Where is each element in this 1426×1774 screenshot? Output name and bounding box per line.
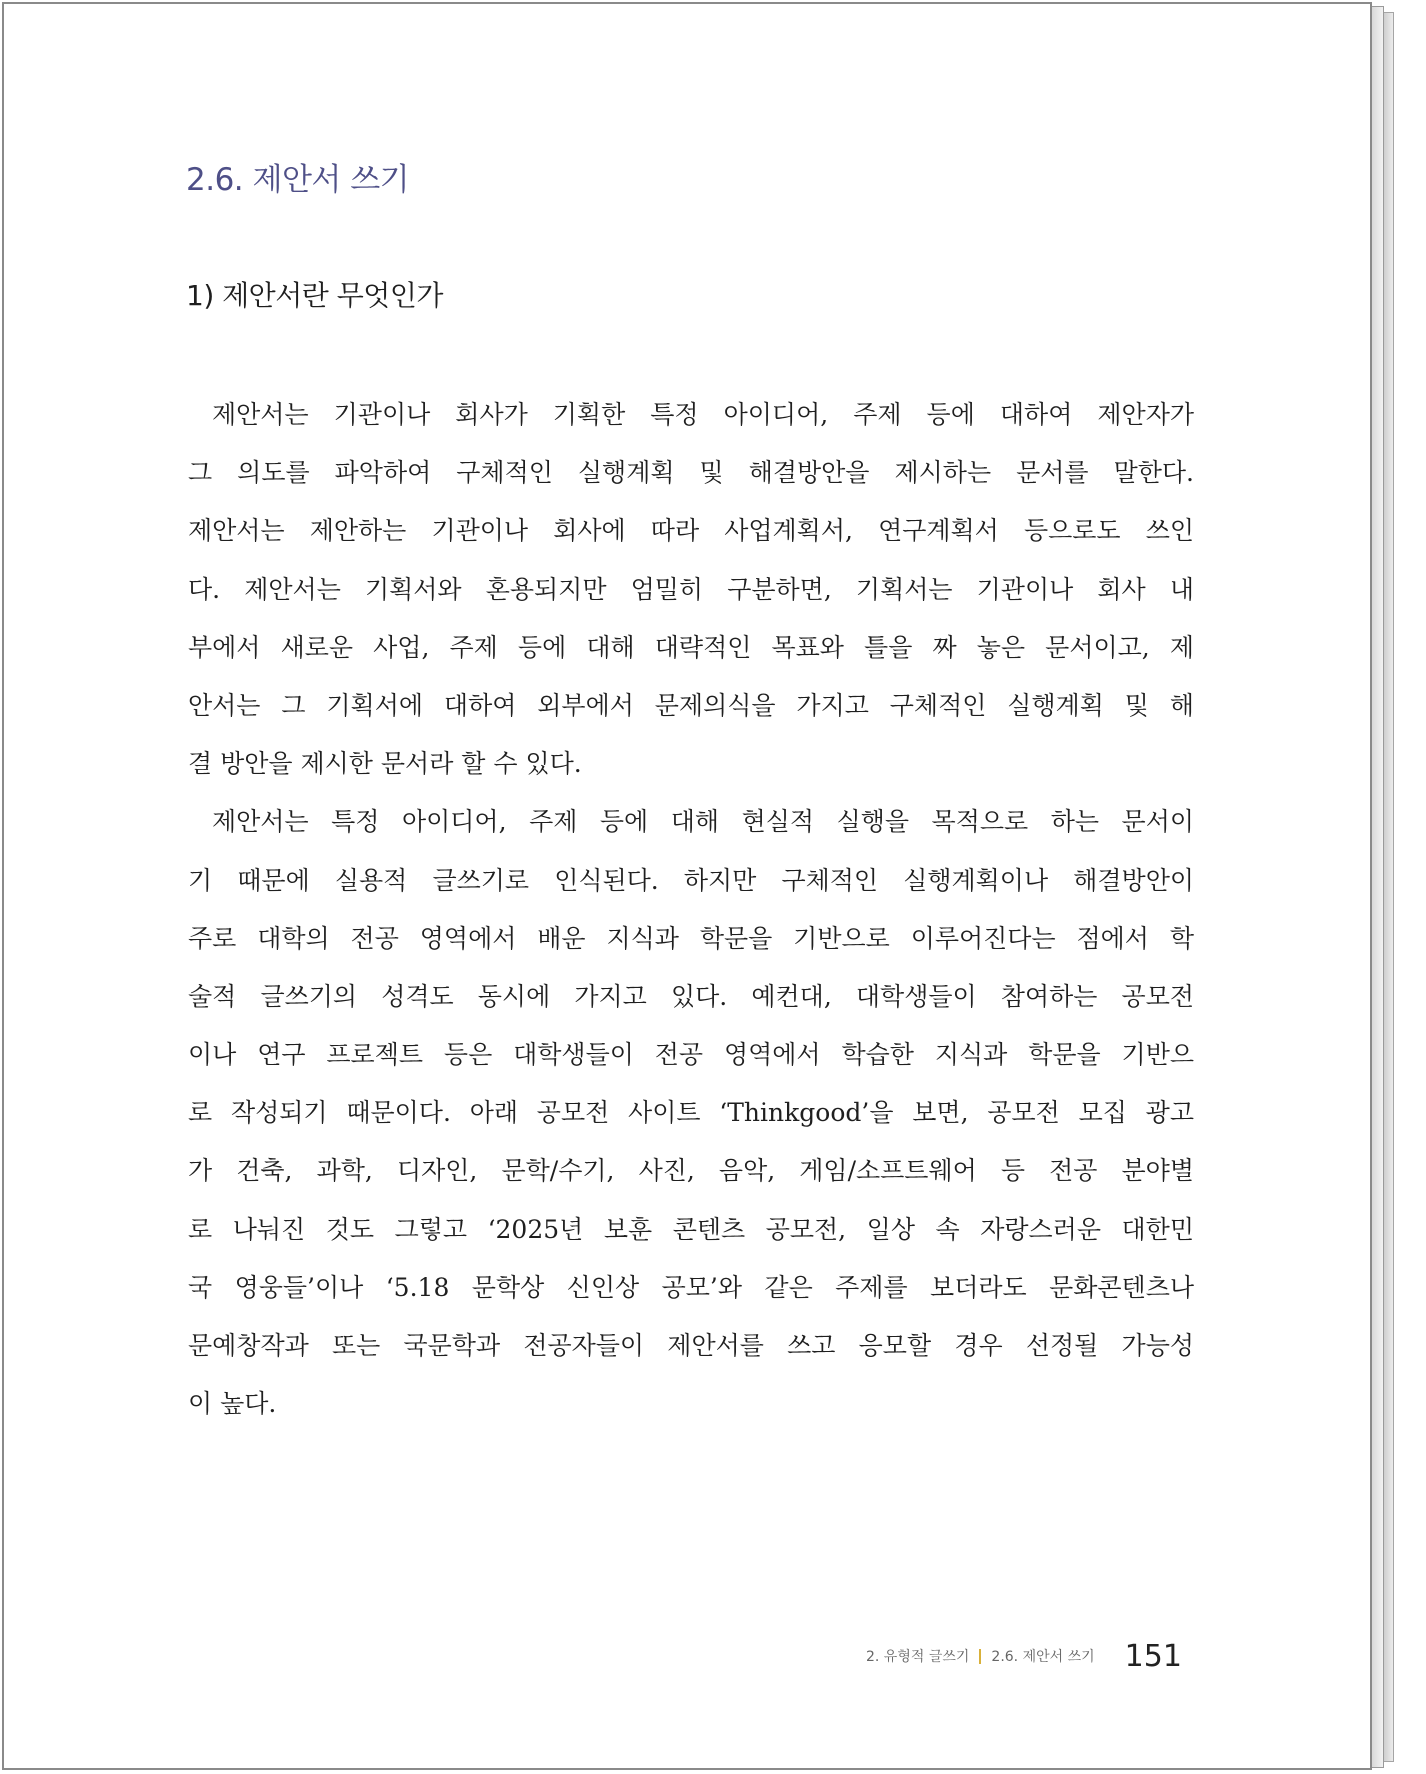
footer-divider bbox=[979, 1649, 981, 1664]
paragraph-1-line: 부에서 새로운 사업, 주제 등에 대해 대략적인 목표와 틀을 짜 놓은 문서이고, 제 bbox=[188, 632, 1194, 662]
footer-chapter: 2. 유형적 글쓰기 bbox=[866, 1649, 970, 1665]
paragraph-1-line: 다. 제안서는 기획서와 혼용되지만 엄밀히 구분하면, 기획서는 기관이나 회사 내 bbox=[188, 574, 1194, 604]
page-stack-edge bbox=[1384, 12, 1394, 1762]
paragraph-2-line: 제안서는 특정 아이디어, 주제 등에 대해 현실적 실행을 목적으로 하는 문서이 bbox=[212, 807, 1194, 837]
paragraph-1-line: 안서는 그 기획서에 대하여 외부에서 문제의식을 가지고 구체적인 실행계획 및 해 bbox=[188, 690, 1194, 720]
running-footer bbox=[866, 1636, 1182, 1676]
book-page bbox=[2, 2, 1372, 1770]
paragraph-2-line: 로 나눠진 것도 그렇고 ‘2025년 보훈 콘텐츠 공모전, 일상 속 자랑스러운 대한민 bbox=[188, 1214, 1194, 1244]
subsection-title: 1) 제안서란 무엇인가 bbox=[186, 279, 443, 312]
paragraph-2-line: 로 작성되기 때문이다. 아래 공모전 사이트 ‘Thinkgood’을 보면, 공모전 모집 광고 bbox=[188, 1098, 1194, 1128]
paragraph-2-line: 가 건축, 과학, 디자인, 문학/수기, 사진, 음악, 게임/소프트웨어 등 전공 분야별 bbox=[188, 1156, 1194, 1186]
paragraph-1-line: 그 의도를 파악하여 구체적인 실행계획 및 해결방안을 제시하는 문서를 말한다. bbox=[188, 458, 1194, 488]
paragraph-2-line: 기 때문에 실용적 글쓰기로 인식된다. 하지만 구체적인 실행계획이나 해결방안이 bbox=[188, 865, 1194, 895]
page-number: 151 bbox=[1124, 1638, 1182, 1674]
body-text bbox=[188, 386, 1194, 1433]
paragraph-2-line: 술적 글쓰기의 성격도 동시에 가지고 있다. 예컨대, 대학생들이 참여하는 공모전 bbox=[188, 981, 1194, 1011]
paragraph-1-line: 결 방안을 제시한 문서라 할 수 있다. bbox=[188, 749, 582, 779]
page-stack-edge bbox=[1372, 6, 1384, 1768]
paragraph-1-line: 제안서는 기관이나 회사가 기획한 특정 아이디어, 주제 등에 대하여 제안자가 bbox=[212, 400, 1194, 429]
paragraph-2-line: 이 높다. bbox=[188, 1389, 277, 1419]
paragraph-2-line: 문예창작과 또는 국문학과 전공자들이 제안서를 쓰고 응모할 경우 선정될 가능성 bbox=[188, 1331, 1194, 1360]
paragraph-2-line: 국 영웅들’이나 ‘5.18 문학상 신인상 공모’와 같은 주제를 보더라도 문화콘텐츠나 bbox=[188, 1272, 1194, 1302]
paragraph-2-line: 이나 연구 프로젝트 등은 대학생들이 전공 영역에서 학습한 지식과 학문을 기반으 bbox=[188, 1040, 1194, 1070]
footer-section: 2.6. 제안서 쓰기 bbox=[991, 1649, 1095, 1665]
paragraph-2-line: 주로 대학의 전공 영역에서 배운 지식과 학문을 기반으로 이루어진다는 점에서 학 bbox=[188, 923, 1194, 953]
paragraph-1-line: 제안서는 제안하는 기관이나 회사에 따라 사업계획서, 연구계획서 등으로도 쓰인 bbox=[188, 516, 1194, 546]
section-title: 2.6. 제안서 쓰기 bbox=[186, 162, 410, 198]
